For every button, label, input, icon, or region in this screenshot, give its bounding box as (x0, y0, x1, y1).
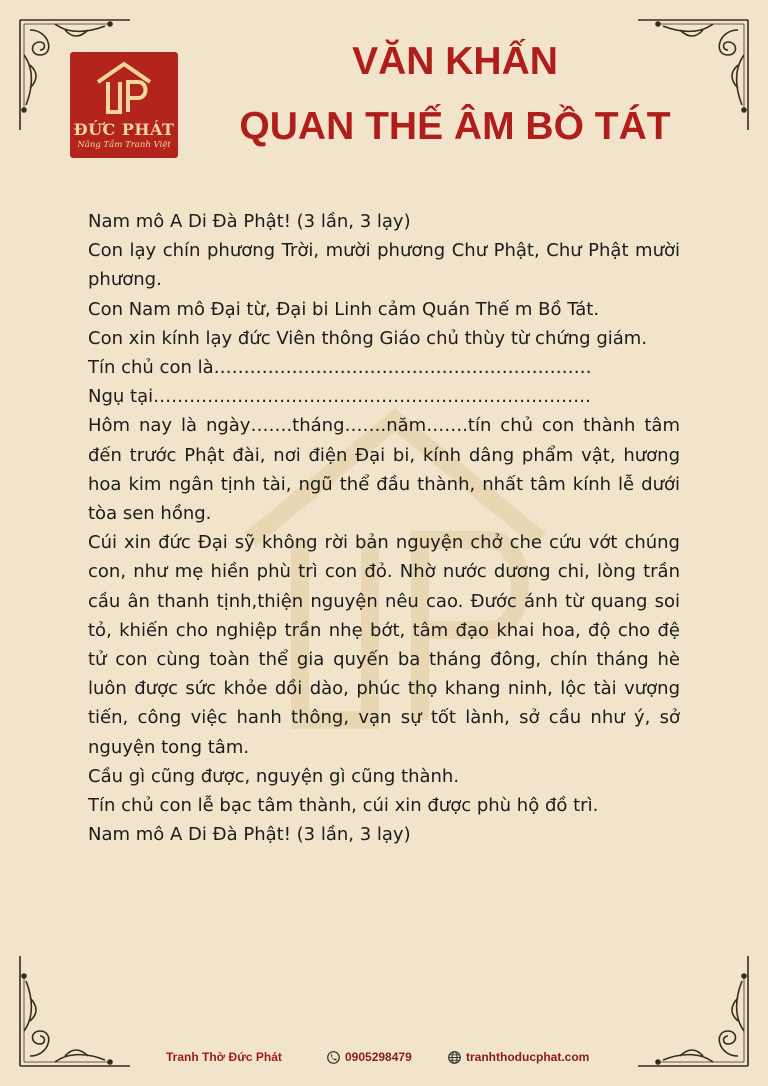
prayer-text (88, 207, 680, 849)
footer (0, 1050, 768, 1070)
house-dp-icon (94, 60, 154, 118)
paragraph: Cầu gì cũng được, nguyện gì cũng thành. (88, 765, 460, 787)
paragraph: Con xin kính lạy đức Viên thông Giáo chủ thùy từ chứng giám. (88, 327, 648, 349)
paragraph: Con lạy chín phương Trời, mười phương Chư Phật, Chư Phật mười phương. (88, 240, 680, 291)
phone-icon (327, 1051, 340, 1064)
globe-icon (448, 1051, 461, 1064)
paragraph: Tín chủ con lễ bạc tâm thành, cúi xin được phù hộ đồ trì. (88, 795, 599, 817)
paragraph: Con Nam mô Đại từ, Đại bi Linh cảm Quán Thế m Bồ Tát. (88, 298, 600, 320)
logo-brand-name: ĐỨC PHÁT (73, 120, 175, 139)
paragraph: Tín chủ con là……………………………………………………… (88, 357, 592, 379)
footer-company (166, 1050, 282, 1064)
footer-phone[interactable] (327, 1050, 412, 1064)
brand-logo (70, 52, 178, 158)
logo-tagline: Nâng Tầm Tranh Việt (77, 140, 171, 150)
footer-website-label: tranhthoducphat.com (466, 1050, 590, 1064)
paragraph: Ngụ tại………………………………………………………………. (88, 386, 591, 408)
paragraph: Nam mô A Di Đà Phật! (3 lần, 3 lạy) (88, 824, 411, 846)
footer-company-label: Tranh Thờ Đức Phát (166, 1050, 282, 1064)
footer-phone-label: 0905298479 (345, 1050, 412, 1064)
page-title-line2: QUAN THẾ ÂM BỒ TÁT (239, 105, 671, 148)
paragraph: Hôm nay là ngày…….tháng…….năm…….tín chủ con thành tâm đến trước Phật đài, nơi điện Đại bi, kính dâng phẩm vật, hương hoa kim ngân tịnh tài, ngũ thể đầu thành, nhất tâm kính lễ dưới tòa sen hồng. (88, 415, 680, 525)
footer-website[interactable] (448, 1050, 589, 1064)
paragraph: Nam mô A Di Đà Phật! (3 lần, 3 lạy) (88, 211, 411, 232)
paragraph: Cúi xin đức Đại sỹ không rời bản nguyện chở che cứu vớt chúng con, như mẹ hiền phù trì con đỏ. Nhờ nước dương chi, lòng trần cầu ân thanh tịnh,thiện nguyện nêu cao. Đước ánh từ quang soi tỏ, khiến cho nghiệp trần nhẹ bớt, tâm đạo khai hoa, độ cho đệ tử con cùng toàn thể gia quyến ba tháng đông, chín tháng hè luôn được sức khỏe dồi dào, phúc thọ khang ninh, lộc tài vượng tiến, công việc hanh thông, vạn sự tốt lành, sở cầu như ý, sở nguyện tong tâm. (88, 532, 680, 758)
page-title-line1: VĂN KHẤN (352, 40, 558, 83)
